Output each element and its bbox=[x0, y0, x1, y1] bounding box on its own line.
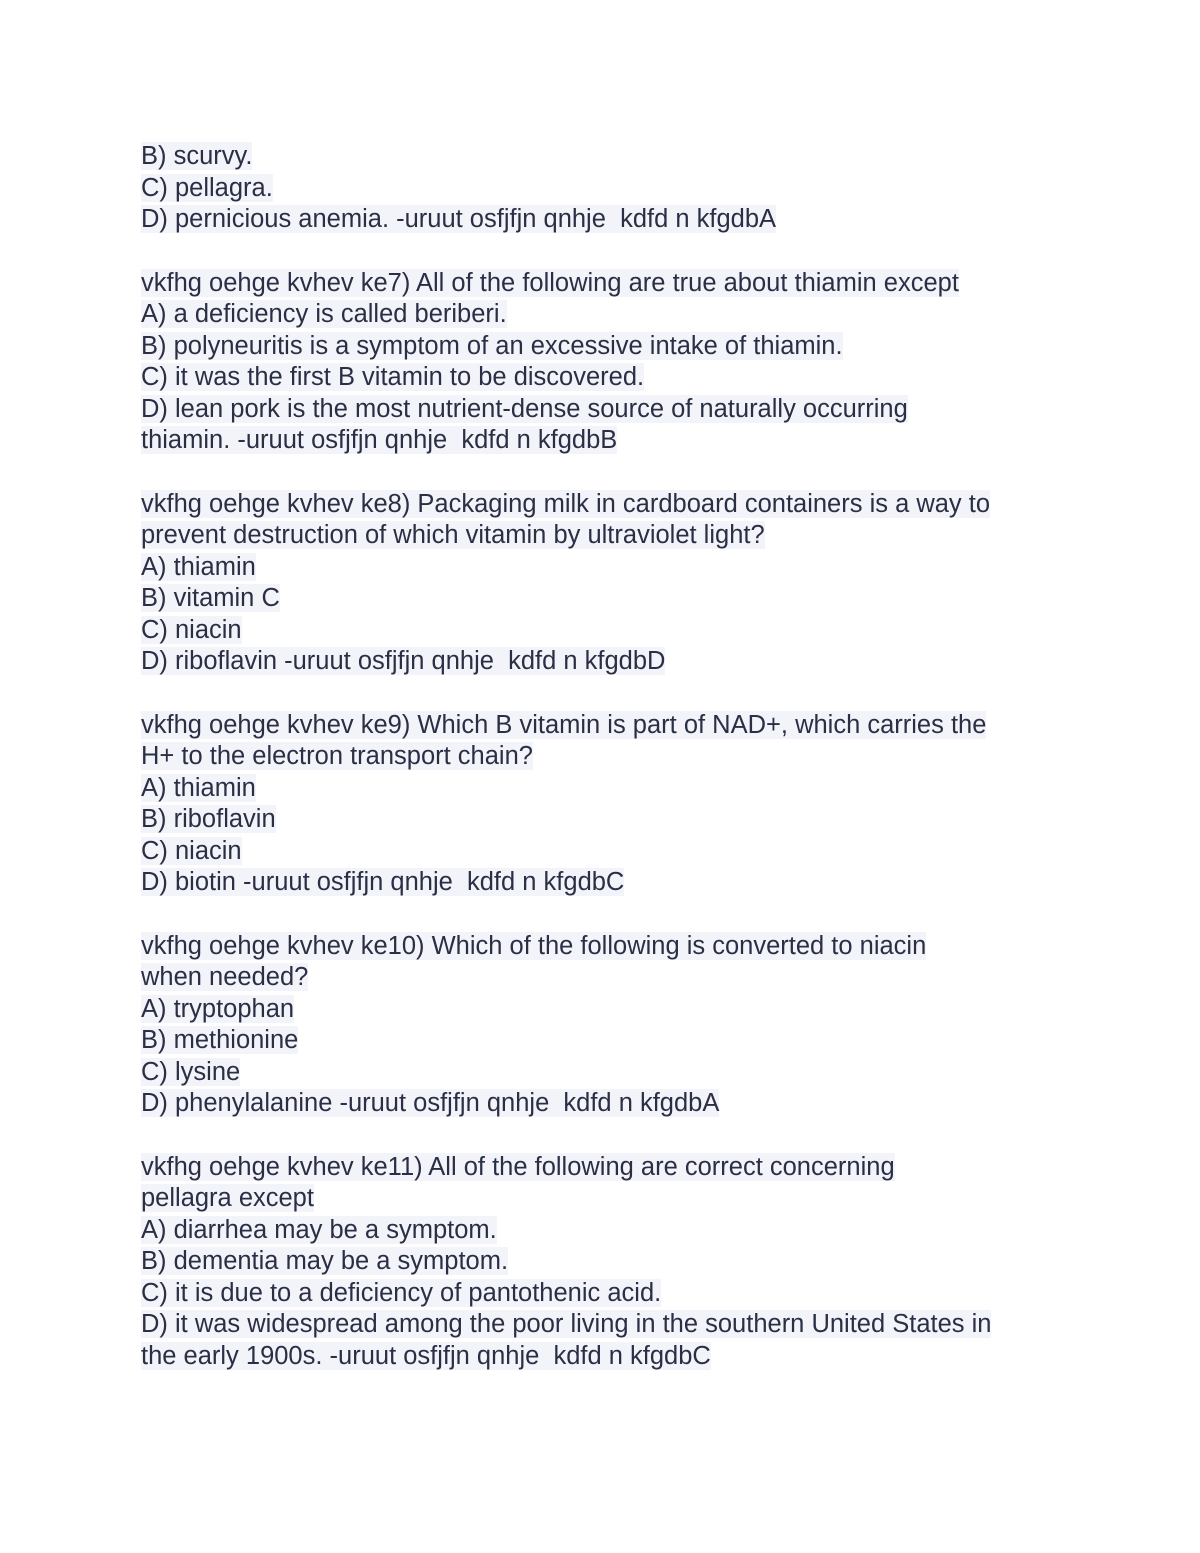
answer-line: B) vitamin C bbox=[141, 584, 280, 612]
answer-line: the early 1900s. -uruut osfjfjn qnhje kdfd n kfgdbC bbox=[141, 1341, 711, 1370]
question-block-10 bbox=[141, 931, 1081, 1120]
answer-line: B) dementia may be a symptom. bbox=[141, 1247, 509, 1275]
intro-block bbox=[141, 141, 1081, 236]
question-block-11 bbox=[141, 1152, 1081, 1373]
question-line: vkfhg oehge kvhev ke8) Packaging milk in cardboard containers is a way to bbox=[141, 489, 991, 518]
answer-line: D) riboflavin -uruut osfjfjn qnhje kdfd n kfgdbD bbox=[141, 647, 666, 675]
answer-line: D) phenylalanine -uruut osfjfjn qnhje kdfd n kfgdbA bbox=[141, 1089, 720, 1117]
question-line: vkfhg oehge kvhev ke11) All of the following are correct concerning bbox=[141, 1152, 895, 1181]
question-line: prevent destruction of which vitamin by ultraviolet light? bbox=[141, 521, 765, 549]
answer-line: B) scurvy. bbox=[141, 142, 253, 170]
answer-line: C) pellagra. bbox=[141, 173, 273, 202]
answer-line: A) tryptophan bbox=[141, 994, 295, 1023]
paragraph-gap bbox=[141, 236, 1081, 268]
answer-line: D) lean pork is the most nutrient-dense source of naturally occurring bbox=[141, 394, 908, 423]
answer-line: C) niacin bbox=[141, 615, 242, 644]
question-line: vkfhg oehge kvhev ke10) Which of the following is converted to niacin bbox=[141, 931, 927, 960]
answer-line: A) thiamin bbox=[141, 552, 256, 581]
answer-line: thiamin. -uruut osfjfjn qnhje kdfd n kfgdbB bbox=[141, 426, 618, 454]
question-line: when needed? bbox=[141, 963, 309, 991]
answer-line: B) methionine bbox=[141, 1026, 299, 1054]
answer-line: D) it was widespread among the poor living in the southern United States in bbox=[141, 1310, 992, 1338]
question-line: H+ to the electron transport chain? bbox=[141, 742, 533, 770]
question-block-9 bbox=[141, 710, 1081, 899]
answer-line: A) thiamin bbox=[141, 773, 256, 802]
paragraph-gap bbox=[141, 457, 1081, 489]
answer-line: C) it was the first B vitamin to be discovered. bbox=[141, 363, 645, 391]
answer-line: C) niacin bbox=[141, 836, 242, 865]
paragraph-gap bbox=[141, 899, 1081, 931]
answer-line: D) biotin -uruut osfjfjn qnhje kdfd n kfgdbC bbox=[141, 868, 625, 896]
answer-line: B) riboflavin bbox=[141, 805, 276, 833]
answer-line: B) polyneuritis is a symptom of an excessive intake of thiamin. bbox=[141, 331, 843, 360]
document-page bbox=[141, 141, 1081, 1372]
question-block-7 bbox=[141, 268, 1081, 457]
answer-line: D) pernicious anemia. -uruut osfjfjn qnhje kdfd n kfgdbA bbox=[141, 205, 777, 233]
answer-line: A) diarrhea may be a symptom. bbox=[141, 1215, 497, 1244]
paragraph-gap bbox=[141, 1120, 1081, 1152]
question-line: vkfhg oehge kvhev ke7) All of the following are true about thiamin except bbox=[141, 268, 959, 297]
question-line: pellagra except bbox=[141, 1184, 314, 1212]
answer-line: C) lysine bbox=[141, 1057, 241, 1086]
paragraph-gap bbox=[141, 678, 1081, 710]
question-block-8 bbox=[141, 489, 1081, 678]
answer-line: A) a deficiency is called beriberi. bbox=[141, 300, 507, 328]
question-line: vkfhg oehge kvhev ke9) Which B vitamin is part of NAD+, which carries the bbox=[141, 710, 987, 739]
answer-line: C) it is due to a deficiency of pantothenic acid. bbox=[141, 1278, 662, 1307]
